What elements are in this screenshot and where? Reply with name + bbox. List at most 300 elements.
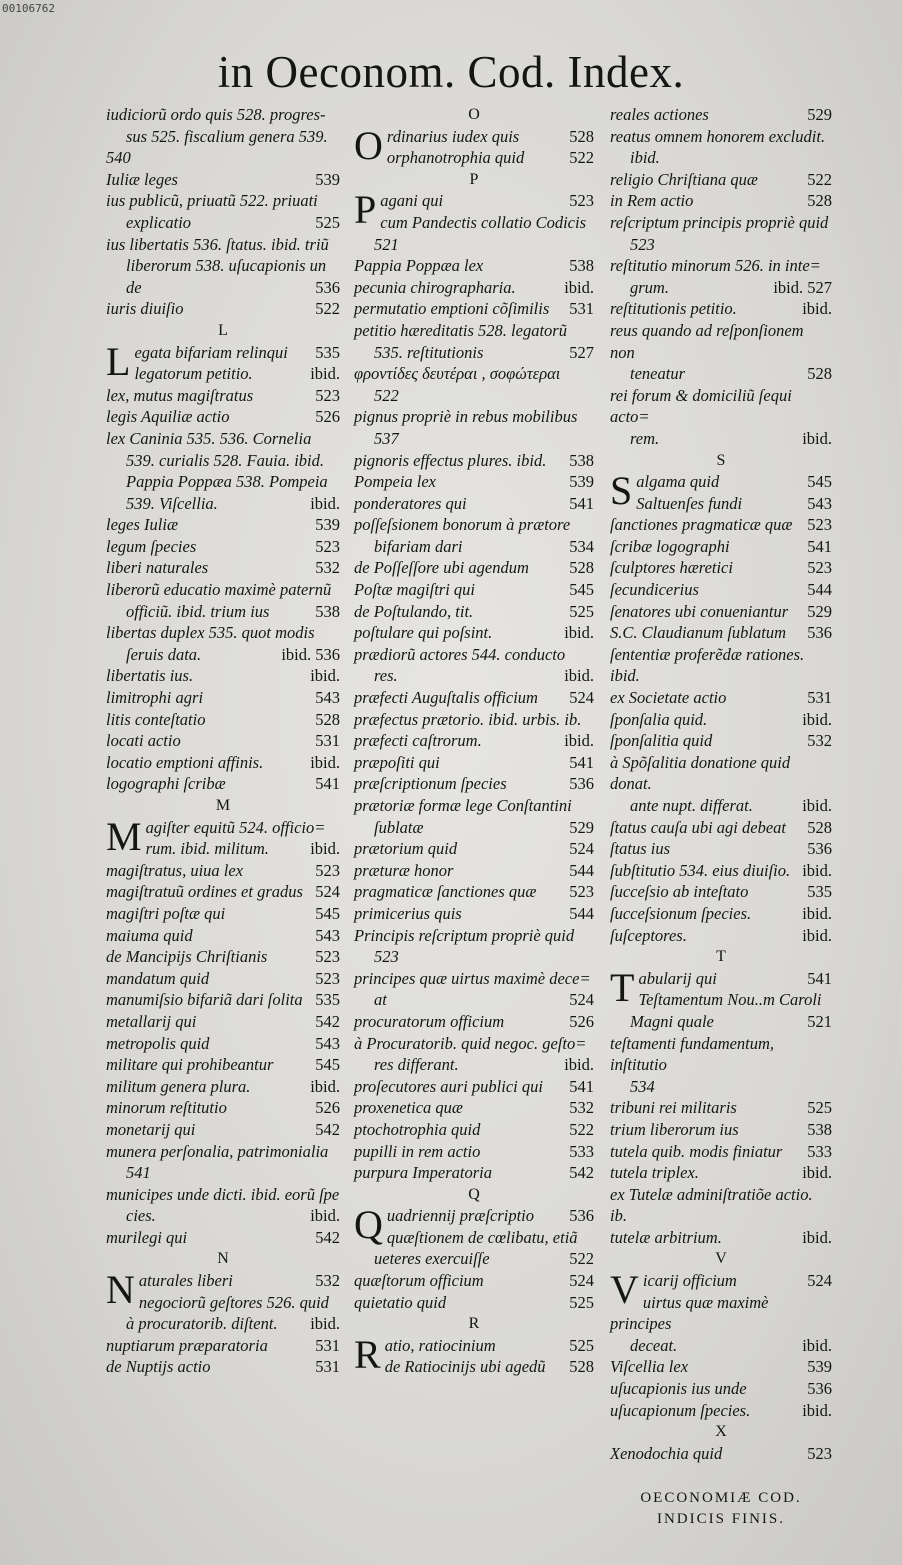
entry-page: ibid. <box>802 428 832 448</box>
entry-term: tutela quib. modis finiatur <box>610 1141 783 1161</box>
entry-term: uadriennij præſcriptio <box>386 1206 535 1226</box>
index-entry <box>106 579 340 601</box>
index-entry <box>354 709 594 731</box>
entry-term: ſculptores hæretici <box>610 558 733 578</box>
entry-term: municipes unde dicti. ibid. eorũ ſpe <box>106 1184 340 1204</box>
drop-cap: R <box>354 1331 381 1377</box>
section-letter: X <box>715 1423 727 1441</box>
entry-page: 532 <box>569 1098 594 1118</box>
drop-cap: Q <box>354 1202 383 1248</box>
entry-term: reatus omnem honorem excludit. <box>610 126 826 146</box>
entry-page: 531 <box>315 1335 340 1355</box>
entry-term: rum. ibid. militum. <box>145 839 269 859</box>
drop-cap: S <box>610 468 633 514</box>
index-entry <box>354 1292 594 1314</box>
index-entry <box>354 363 594 385</box>
entry-term: 539. curialis 528. Fauia. ibid. <box>126 450 324 470</box>
entry-term: prætoriæ formæ lege Conſtantini <box>354 796 572 815</box>
index-entry <box>106 1313 340 1335</box>
index-entry <box>610 277 832 299</box>
index-entry <box>354 1227 594 1249</box>
index-entry <box>610 752 832 795</box>
entry-page: 536 <box>807 1379 832 1399</box>
entry-term: ſtatus ius <box>610 839 671 859</box>
entry-page: 545 <box>315 1055 340 1075</box>
entry-page: 543 <box>807 493 832 513</box>
index-entry <box>106 169 340 191</box>
index-entry <box>354 644 594 666</box>
entry-page: 528 <box>807 364 832 384</box>
entry-page: 543 <box>315 688 340 708</box>
index-entry <box>610 579 832 601</box>
entry-term: legum ſpecies <box>106 536 197 556</box>
entry-term: trium liberorum ius <box>610 1119 739 1139</box>
entry-term: icarij officium <box>642 1271 737 1291</box>
index-entry <box>106 817 340 839</box>
entry-page: ibid. <box>310 752 340 772</box>
entry-term: minorum reſtitutio <box>106 1098 227 1118</box>
index-entry <box>106 298 340 320</box>
entry-page: 545 <box>569 580 594 600</box>
index-entry <box>354 881 594 903</box>
entry-page: 529 <box>569 817 594 837</box>
index-entry <box>106 557 340 579</box>
entry-term: præturæ honor <box>354 860 454 880</box>
entry-term: tribuni rei militaris <box>610 1098 737 1118</box>
index-entry <box>106 1076 340 1098</box>
entry-term: de Poſſeſſore ubi agendum <box>354 558 529 578</box>
section-block <box>354 122 594 169</box>
entry-term: à procuratorib. diſtent. <box>126 1314 278 1334</box>
entry-page: 542 <box>315 1227 340 1247</box>
entry-page: 544 <box>807 580 832 600</box>
entry-term: grum. <box>630 277 669 297</box>
entry-term: aturales liberi <box>138 1271 233 1291</box>
index-entry <box>354 514 594 536</box>
end-line: OECONOMIÆ COD. <box>640 1490 802 1507</box>
entry-term: de <box>126 277 142 297</box>
entry-page: 528 <box>569 1357 594 1377</box>
index-entry <box>106 212 340 234</box>
index-entry <box>354 277 594 299</box>
index-column-1 <box>106 104 340 1378</box>
entry-page: 544 <box>569 860 594 880</box>
index-entry <box>354 255 594 277</box>
index-entry <box>354 730 594 752</box>
index-entry <box>354 989 594 1011</box>
entry-term: res differant. <box>374 1055 459 1075</box>
entry-page: 531 <box>569 299 594 319</box>
index-entry <box>106 1119 340 1141</box>
index-entry <box>106 946 340 968</box>
index-entry <box>354 493 594 515</box>
entry-page: 543 <box>315 1033 340 1053</box>
index-entry <box>106 493 340 515</box>
entry-term: pecunia chirographaria. <box>354 277 516 297</box>
archive-stamp: 00106762 <box>2 2 55 15</box>
index-entry <box>354 795 594 817</box>
entry-page: 523 <box>315 536 340 556</box>
entry-page: 544 <box>569 903 594 923</box>
entry-term: prædiorũ actores 544. conducto <box>354 644 566 664</box>
index-entry <box>106 644 340 666</box>
index-entry <box>354 968 594 990</box>
entry-page: 533 <box>569 1141 594 1161</box>
index-entry <box>354 1356 594 1378</box>
entry-term: proxenetica quæ <box>354 1098 463 1118</box>
entry-term: procuratorum officium <box>354 1011 505 1031</box>
entry-page: ibid. <box>564 277 594 297</box>
index-entry <box>354 687 594 709</box>
index-entry <box>354 1054 594 1076</box>
entry-page: ibid. <box>802 1163 832 1183</box>
index-entry <box>106 536 340 558</box>
index-entry <box>354 622 594 644</box>
index-entry <box>106 773 340 795</box>
section-block <box>610 468 832 514</box>
entry-page: 535 <box>315 990 340 1010</box>
entry-term: prætorium quid <box>354 839 458 859</box>
entry-page: 536 <box>569 774 594 794</box>
entry-term: Pappia Poppæa lex <box>354 256 484 276</box>
index-entry <box>354 406 594 428</box>
entry-term: ſucceſsionum ſpecies. <box>610 903 752 923</box>
entry-page: ibid. <box>310 666 340 686</box>
entry-page: 531 <box>807 688 832 708</box>
entry-term: negociorũ geſtores 526. quid <box>138 1292 329 1312</box>
entry-page: 524 <box>569 1271 594 1291</box>
index-entry <box>106 665 340 687</box>
index-entry <box>106 730 340 752</box>
section-block <box>610 964 832 1011</box>
entry-term: metallarij qui <box>106 1011 197 1031</box>
entry-term: agiſter equitũ 524. officio= <box>145 817 326 837</box>
index-entry <box>106 1356 340 1378</box>
entry-page: 528 <box>807 191 832 211</box>
index-entry <box>610 190 832 212</box>
entry-term: murilegi qui <box>106 1227 188 1247</box>
entry-page: 521 <box>807 1011 832 1031</box>
index-entry <box>354 665 594 687</box>
entry-term: ius libertatis 536. ſtatus. ibid. triũ <box>106 234 329 254</box>
entry-term: uirtus quæ maximè principes <box>610 1292 769 1334</box>
entry-term: quæſtorum officium <box>354 1271 484 1291</box>
entry-term: Teſtamentum Nou..m Caroli <box>638 990 822 1010</box>
entry-term: cum Pandectis collatio Codicis <box>380 212 587 232</box>
entry-page: ibid. <box>564 623 594 643</box>
index-entry <box>106 1033 340 1055</box>
drop-cap: N <box>106 1267 135 1313</box>
entry-page: 523 <box>315 385 340 405</box>
entry-page: 536 <box>315 277 340 297</box>
entry-page: ibid. <box>310 493 340 513</box>
entry-page: 539 <box>315 515 340 535</box>
entry-page: 523 <box>569 191 594 211</box>
entry-term: locati actio <box>106 731 181 751</box>
entry-term: magiſtratuũ ordines et gradus <box>106 882 303 902</box>
entry-term: S.C. Claudianum ſublatum <box>610 623 787 643</box>
index-entry <box>106 234 340 256</box>
index-entry <box>610 298 832 320</box>
index-entry <box>354 601 594 623</box>
entry-term: magiſtratus, uiua lex <box>106 860 244 880</box>
index-entry <box>610 903 832 925</box>
entry-page: 538 <box>315 601 340 621</box>
index-entry <box>610 212 832 234</box>
entry-page: 542 <box>315 1011 340 1031</box>
entry-page: 528 <box>807 817 832 837</box>
index-entry <box>106 1205 340 1227</box>
entry-term: à Procuratorib. quid negoc. geſto= <box>354 1033 587 1053</box>
entry-page: 541 <box>807 536 832 556</box>
index-entry <box>610 169 832 191</box>
index-entry <box>610 320 832 363</box>
entry-page: 525 <box>807 1098 832 1118</box>
index-entry <box>354 838 594 860</box>
entry-page: 543 <box>315 925 340 945</box>
entry-term: ueteres exercuiſſe <box>374 1249 490 1269</box>
index-entry <box>106 860 340 882</box>
index-entry <box>610 1097 832 1119</box>
entry-term: purpura Imperatoria <box>354 1163 492 1183</box>
index-entry <box>610 1292 832 1335</box>
entry-page: 531 <box>315 1357 340 1377</box>
entry-term: libertas duplex 535. quot modis <box>106 623 315 643</box>
entry-page: 531 <box>315 731 340 751</box>
entry-page: 524 <box>569 990 594 1010</box>
index-entry <box>354 1119 594 1141</box>
entry-term: pragmaticæ ſanctiones quæ <box>354 882 537 902</box>
entry-term: primicerius quis <box>354 903 462 923</box>
entry-page: 529 <box>807 105 832 124</box>
entry-page: ibid. 536 <box>281 644 340 664</box>
entry-term: legatorum petitio. <box>134 364 253 384</box>
section-letter: T <box>716 948 726 966</box>
index-entry <box>610 1076 832 1098</box>
entry-page: 526 <box>315 1098 340 1118</box>
entry-page: 525 <box>569 601 594 621</box>
index-entry <box>354 925 594 947</box>
entry-page: 522 <box>569 1119 594 1139</box>
entry-page: ibid. <box>310 1206 340 1226</box>
section-letter: O <box>468 106 480 123</box>
index-entry <box>610 1335 832 1357</box>
index-entry <box>610 968 832 990</box>
entry-term: Iuliæ leges <box>106 169 178 189</box>
entry-page: 523 <box>315 947 340 967</box>
entry-page: 536 <box>807 623 832 643</box>
index-entry <box>106 1227 340 1249</box>
index-entry <box>106 1270 340 1292</box>
index-entry <box>610 1227 832 1249</box>
index-entry <box>354 428 594 450</box>
index-entry <box>106 385 340 407</box>
entry-term: monetarij qui <box>106 1119 196 1139</box>
index-entry <box>610 363 832 385</box>
entry-term: Magni quale <box>630 1011 714 1031</box>
drop-cap: T <box>610 964 635 1010</box>
index-entry <box>610 881 832 903</box>
drop-cap: O <box>354 122 383 168</box>
entry-term: maiuma quid <box>106 925 193 945</box>
index-entry <box>354 234 594 256</box>
entry-term: agani qui <box>380 191 444 211</box>
entry-term: de Poſtulando, tit. <box>354 601 474 621</box>
entry-term: de Nuptijs actio <box>106 1357 211 1377</box>
entry-page: ibid. <box>802 925 832 945</box>
entry-term: officiũ. ibid. trium ius <box>126 601 270 621</box>
entry-page: 536 <box>807 839 832 859</box>
drop-cap: M <box>106 813 142 859</box>
entry-page: 528 <box>569 558 594 578</box>
entry-page: 523 <box>315 968 340 988</box>
entry-page: 524 <box>569 688 594 708</box>
index-entry <box>354 320 594 342</box>
entry-term: præfectus prætorio. ibid. urbis. ib. <box>354 709 582 729</box>
entry-page: 532 <box>807 731 832 751</box>
section-letter: L <box>218 321 228 339</box>
entry-term: 539. Viſcellia. <box>126 493 218 513</box>
index-entry <box>106 1097 340 1119</box>
entry-term: iudiciorũ ordo quis 528. progres- <box>106 105 326 124</box>
entry-term: præpoſiti qui <box>354 752 440 772</box>
index-entry <box>354 1248 594 1270</box>
entry-term: liberorũ educatio maximè paternũ <box>106 580 332 600</box>
index-entry <box>610 1356 832 1378</box>
entry-page: 522 <box>315 299 340 319</box>
index-entry <box>610 1378 832 1400</box>
index-entry <box>354 557 594 579</box>
entry-term: Poſtæ magiſtri qui <box>354 580 476 600</box>
index-entry <box>610 493 832 515</box>
entry-term: lex Caninia 535. 536. Cornelia <box>106 428 312 448</box>
index-entry <box>106 363 340 385</box>
entry-page: 541 <box>569 752 594 772</box>
section-block <box>106 1267 340 1313</box>
entry-term: 523 <box>374 947 399 967</box>
index-entry <box>354 385 594 407</box>
entry-page: ibid. <box>802 1400 832 1420</box>
entry-page: 536 <box>569 1206 594 1226</box>
index-entry <box>610 1270 832 1292</box>
index-entry <box>354 536 594 558</box>
index-entry <box>106 255 340 277</box>
entry-page: ibid. 527 <box>773 277 832 297</box>
entry-page: 534 <box>569 536 594 556</box>
entry-term: Principis reſcriptum propriè quid <box>354 925 575 945</box>
entry-page: 533 <box>807 1141 832 1161</box>
section-letter: V <box>715 1250 727 1268</box>
entry-page: 525 <box>569 1292 594 1312</box>
entry-page: 526 <box>315 407 340 427</box>
entry-term: quietatio quid <box>354 1292 447 1312</box>
entry-page: ibid. <box>310 1076 340 1096</box>
entry-term: de Ratiocinijs ubi agedũ <box>384 1357 546 1377</box>
index-entry <box>354 1097 594 1119</box>
entry-term: ptochotrophia quid <box>354 1119 481 1139</box>
drop-cap: L <box>106 338 131 384</box>
entry-term: algama quid <box>636 472 720 492</box>
entry-term: logographi ſcribæ <box>106 774 226 794</box>
entry-term: mandatum quid <box>106 968 210 988</box>
section-letter: M <box>215 797 231 814</box>
entry-term: præfecti Auguſtalis officium <box>354 688 538 708</box>
entry-term: Pompeia lex <box>354 472 437 492</box>
entry-term: ius publicũ, priuatũ 522. priuati <box>106 191 318 211</box>
index-column-3 <box>610 104 832 1530</box>
entry-term: præſcriptionum ſpecies <box>354 774 507 794</box>
index-entry <box>106 903 340 925</box>
index-entry <box>610 1184 832 1227</box>
entry-term: reſtitutio minorum 526. in inte= <box>610 256 821 276</box>
index-entry <box>610 925 832 947</box>
entry-term: 534 <box>630 1076 655 1096</box>
index-entry <box>106 1054 340 1076</box>
section-block <box>354 187 594 233</box>
entry-term: 521 <box>374 234 399 254</box>
index-entry <box>106 1162 340 1184</box>
entry-term: uſucapionis ius unde <box>610 1379 747 1399</box>
index-entry <box>106 471 340 493</box>
index-entry <box>354 579 594 601</box>
entry-term: legis Aquiliæ actio <box>106 407 230 427</box>
entry-term: ſubſtitutio 534. eius diuiſio. <box>610 860 791 880</box>
entry-term: ſecundicerius <box>610 580 699 600</box>
index-entry <box>354 860 594 882</box>
index-entry <box>106 1184 340 1206</box>
index-entry <box>610 1033 832 1076</box>
entry-page: 524 <box>807 1271 832 1291</box>
entry-term: lex, mutus magiſtratus <box>106 385 254 405</box>
entry-term: 537 <box>374 428 399 448</box>
index-entry <box>610 1443 832 1465</box>
index-entry <box>106 104 340 126</box>
index-entry <box>610 817 832 839</box>
entry-term: munera perſonalia, patrimonialia <box>106 1141 329 1161</box>
index-entry <box>610 601 832 623</box>
index-entry <box>610 838 832 860</box>
entry-term: ex Societate actio <box>610 688 727 708</box>
entry-term: pupilli in rem actio <box>354 1141 481 1161</box>
entry-term: libertatis ius. <box>106 666 194 686</box>
index-entry <box>610 536 832 558</box>
index-entry <box>610 126 832 148</box>
entry-term: metropolis quid <box>106 1033 210 1053</box>
index-entry <box>354 1270 594 1292</box>
index-entry <box>610 730 832 752</box>
section-block <box>106 338 340 385</box>
entry-term: bifariam dari <box>374 536 463 556</box>
index-entry <box>106 428 340 450</box>
index-entry <box>610 385 832 428</box>
entry-term: 522 <box>374 385 399 405</box>
index-entry <box>106 925 340 947</box>
entry-term: 523 <box>630 234 655 254</box>
entry-page: 528 <box>569 126 594 146</box>
section-block <box>106 813 340 860</box>
index-entry <box>354 903 594 925</box>
entry-page: 538 <box>569 450 594 470</box>
entry-page: 535 <box>315 342 340 362</box>
index-entry <box>610 471 832 493</box>
entry-page: 528 <box>315 709 340 729</box>
entry-page: ibid. <box>802 299 832 319</box>
index-entry <box>354 450 594 472</box>
section-block <box>354 1331 594 1378</box>
entry-term: 540 <box>106 148 131 168</box>
entry-page: 541 <box>807 968 832 988</box>
index-entry <box>106 968 340 990</box>
